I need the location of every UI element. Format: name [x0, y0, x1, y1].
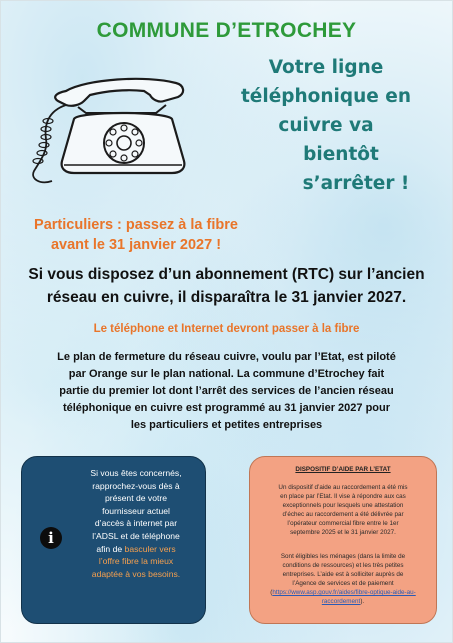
aid-link-open: ( — [270, 589, 273, 596]
info-line: d’accès à internet par — [94, 518, 178, 529]
aid-line: septembre 2025 et le 31 janvier 2027. — [290, 529, 396, 536]
aid-line: exceptionnels pour lesquels une attestation — [282, 502, 404, 509]
rtc-line: Si vous disposez d’un abonnement (RTC) sur l’ancien — [28, 266, 425, 283]
aid-paragraph-2 — [262, 552, 424, 606]
aid-link-close: ). — [360, 598, 365, 605]
aid-line: d’échec au raccordement a été délivrée par — [282, 511, 404, 518]
info-highlight: basculer vers — [124, 543, 176, 554]
plan-line: par Orange sur le plan national. La commune d’Etrochey fait — [68, 368, 385, 380]
aid-line: Un dispositif d’aide au raccordement a été mis — [278, 484, 408, 491]
plan-line: téléphonique en cuivre est programmé au 31 janvier 2027 pour — [62, 402, 391, 414]
info-box-text — [72, 467, 200, 580]
particuliers-line: Particuliers : passez à la fibre — [34, 217, 238, 233]
aid-box — [249, 456, 437, 624]
aid-link-line — [262, 588, 424, 606]
aid-line: Sont éligibles les ménages (dans la limite de — [280, 553, 406, 560]
headline-line: Votre ligne — [268, 57, 384, 78]
info-line: présent de votre — [104, 493, 168, 504]
rotary-phone-illustration — [26, 61, 204, 191]
aid-line: l’Agence de services et de paiement — [292, 580, 394, 587]
particuliers-heading — [1, 215, 271, 255]
info-box — [21, 456, 206, 624]
info-highlight-line: l’offre fibre la mieux — [98, 556, 174, 567]
aid-box-title: DISPOSITIF D’AIDE PAR L’ETAT — [295, 466, 391, 473]
aid-line: en place par l’Etat. Il vise à répondre aux cas — [280, 493, 406, 500]
headline-line: cuivre va — [278, 115, 374, 136]
headline — [206, 53, 446, 198]
sub-heading: Le téléphone et Internet devront passer à la fibre — [93, 323, 360, 335]
rtc-line: réseau en cuivre, il disparaîtra le 31 janvier 2027. — [46, 289, 407, 306]
particuliers-line: avant le 31 janvier 2027 ! — [50, 237, 222, 253]
info-line: l’ADSL et de téléphone — [92, 530, 180, 541]
plan-line: les particuliers et petites entreprises — [130, 419, 323, 431]
info-line — [72, 543, 200, 556]
plan-paragraph — [19, 349, 434, 434]
headline-line: s’arrêter ! — [302, 173, 410, 194]
info-line: Si vous êtes concernés, — [90, 468, 182, 478]
aid-link[interactable]: https://www.asp.gouv.fr/aides/fibre-optique-aide-au-raccordement — [272, 589, 416, 605]
aid-line: entreprises. L’aide est à solliciter auprès de — [282, 571, 404, 578]
info-line-prefix: afin de — [96, 543, 125, 554]
info-icon: i — [40, 527, 62, 549]
plan-line: partie du premier lot dont l’arrêt des services de l’ancien réseau — [59, 385, 394, 397]
info-highlight-line: adaptée à vos besoins. — [91, 568, 181, 579]
headline-line: téléphonique en — [240, 86, 412, 107]
rtc-notice — [11, 263, 442, 309]
aid-line: l’opérateur commercial fibre entre le 1er — [287, 520, 399, 527]
info-line: fournisseur actuel — [102, 505, 170, 516]
headline-line: bientôt — [303, 144, 379, 165]
plan-line: Le plan de fermeture du réseau cuivre, voulu par l’Etat, est piloté — [57, 351, 396, 363]
info-line: rapprochez-vous dès à — [92, 480, 180, 491]
commune-title: COMMUNE D’ETROCHEY — [96, 19, 357, 42]
aid-line: conditions de ressources) et les très petites — [282, 562, 404, 569]
aid-paragraph-1 — [262, 483, 424, 537]
